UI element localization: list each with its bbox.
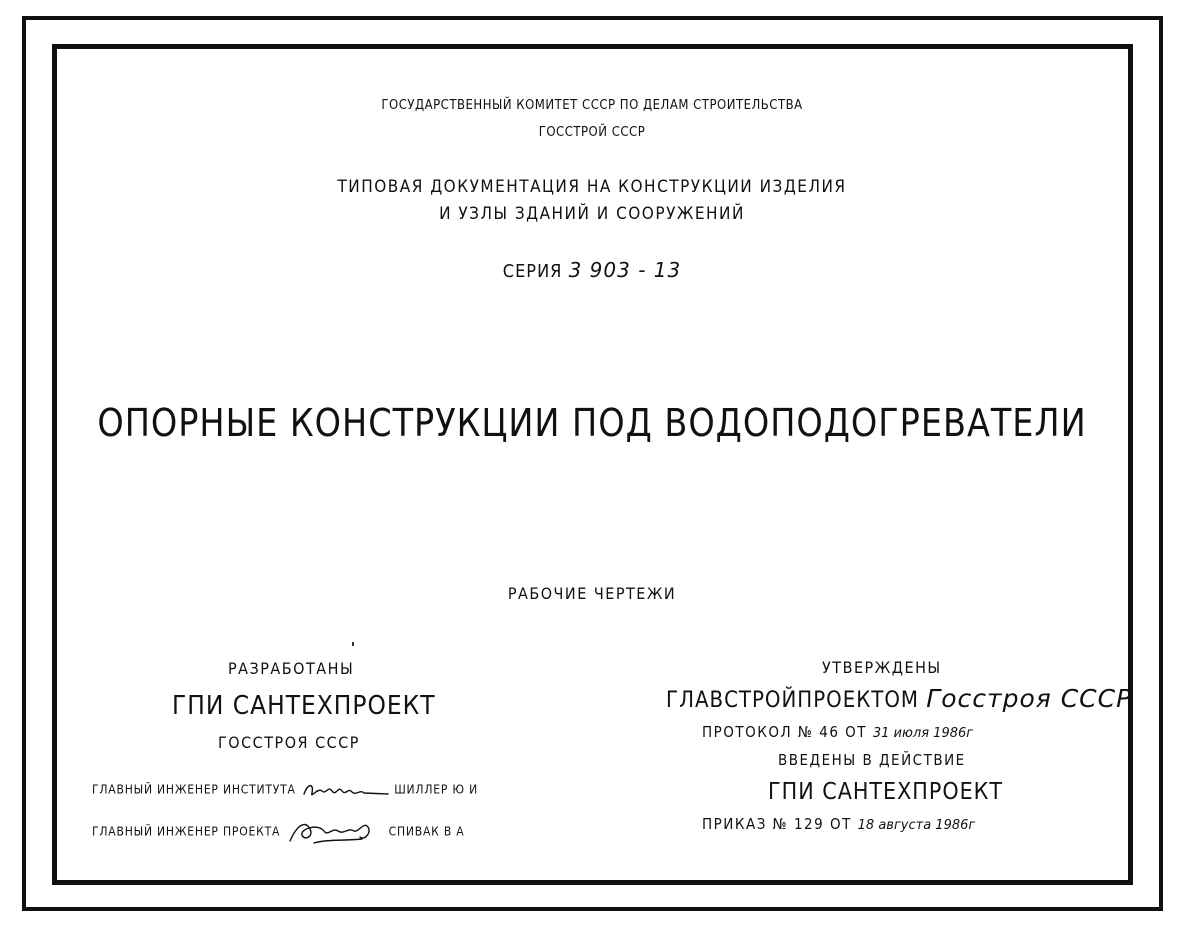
chief-engineer-project-name: СПИВАК В А bbox=[388, 824, 465, 839]
committee-line: ГОСУДАРСТВЕННЫЙ КОМИТЕТ СССР ПО ДЕЛАМ СТРОИТЕЛЬСТВА bbox=[381, 98, 803, 113]
signature-spivak bbox=[284, 817, 384, 847]
series-line bbox=[0, 258, 1184, 282]
developed-org: ГПИ САНТЕХПРОЕКТ bbox=[172, 691, 436, 721]
protocol-prefix: ПРОТОКОЛ № 46 ОТ bbox=[702, 723, 868, 741]
signature-shiller bbox=[300, 779, 390, 801]
developed-label: РАЗРАБОТАНЫ bbox=[228, 659, 355, 678]
chief-engineer-institute-name: ШИЛЛЕР Ю И bbox=[394, 782, 478, 797]
approved-label: УТВЕРЖДЕНЫ bbox=[822, 658, 942, 677]
protocol-line bbox=[702, 723, 973, 741]
series-number: 3 903 - 13 bbox=[568, 258, 682, 282]
chief-engineer-institute-row bbox=[92, 779, 478, 801]
order-date: 18 августа 1986г bbox=[857, 818, 976, 833]
order-prefix: ПРИКАЗ № 129 ОТ bbox=[702, 815, 852, 833]
series-label: СЕРИЯ bbox=[502, 261, 563, 282]
document-title: ОПОРНЫЕ КОНСТРУКЦИИ ПОД ВОДОПОДОГРЕВАТЕЛИ bbox=[97, 401, 1087, 445]
chief-engineer-institute-label: ГЛАВНЫЙ ИНЖЕНЕР ИНСТИТУТА bbox=[92, 782, 296, 797]
protocol-date: 31 июля 1986г bbox=[872, 726, 974, 741]
approved-by bbox=[666, 684, 1132, 713]
ink-mark bbox=[352, 642, 354, 646]
doc-type-line-1: ТИПОВАЯ ДОКУМЕНТАЦИЯ НА КОНСТРУКЦИИ ИЗДЕЛИЯ bbox=[337, 177, 847, 197]
enacted-label: ВВЕДЕНЫ В ДЕЙСТВИЕ bbox=[778, 751, 966, 769]
enacted-org: ГПИ САНТЕХПРОЕКТ bbox=[768, 779, 1004, 805]
subtitle: РАБОЧИЕ ЧЕРТЕЖИ bbox=[507, 584, 677, 603]
gosstroy-line: ГОССТРОЙ СССР bbox=[538, 125, 646, 140]
approved-by-prefix: ГЛАВСТРОЙПРОЕКТОМ bbox=[666, 688, 919, 713]
approved-by-suffix: Госстроя СССР bbox=[926, 684, 1133, 713]
inner-frame bbox=[52, 44, 1133, 885]
order-line bbox=[702, 815, 975, 833]
doc-type-line-2: И УЗЛЫ ЗДАНИЙ И СООРУЖЕНИЙ bbox=[439, 204, 745, 224]
chief-engineer-project-row bbox=[92, 817, 464, 847]
chief-engineer-project-label: ГЛАВНЫЙ ИНЖЕНЕР ПРОЕКТА bbox=[92, 824, 281, 839]
developed-ministry: ГОССТРОЯ СССР bbox=[218, 733, 360, 752]
